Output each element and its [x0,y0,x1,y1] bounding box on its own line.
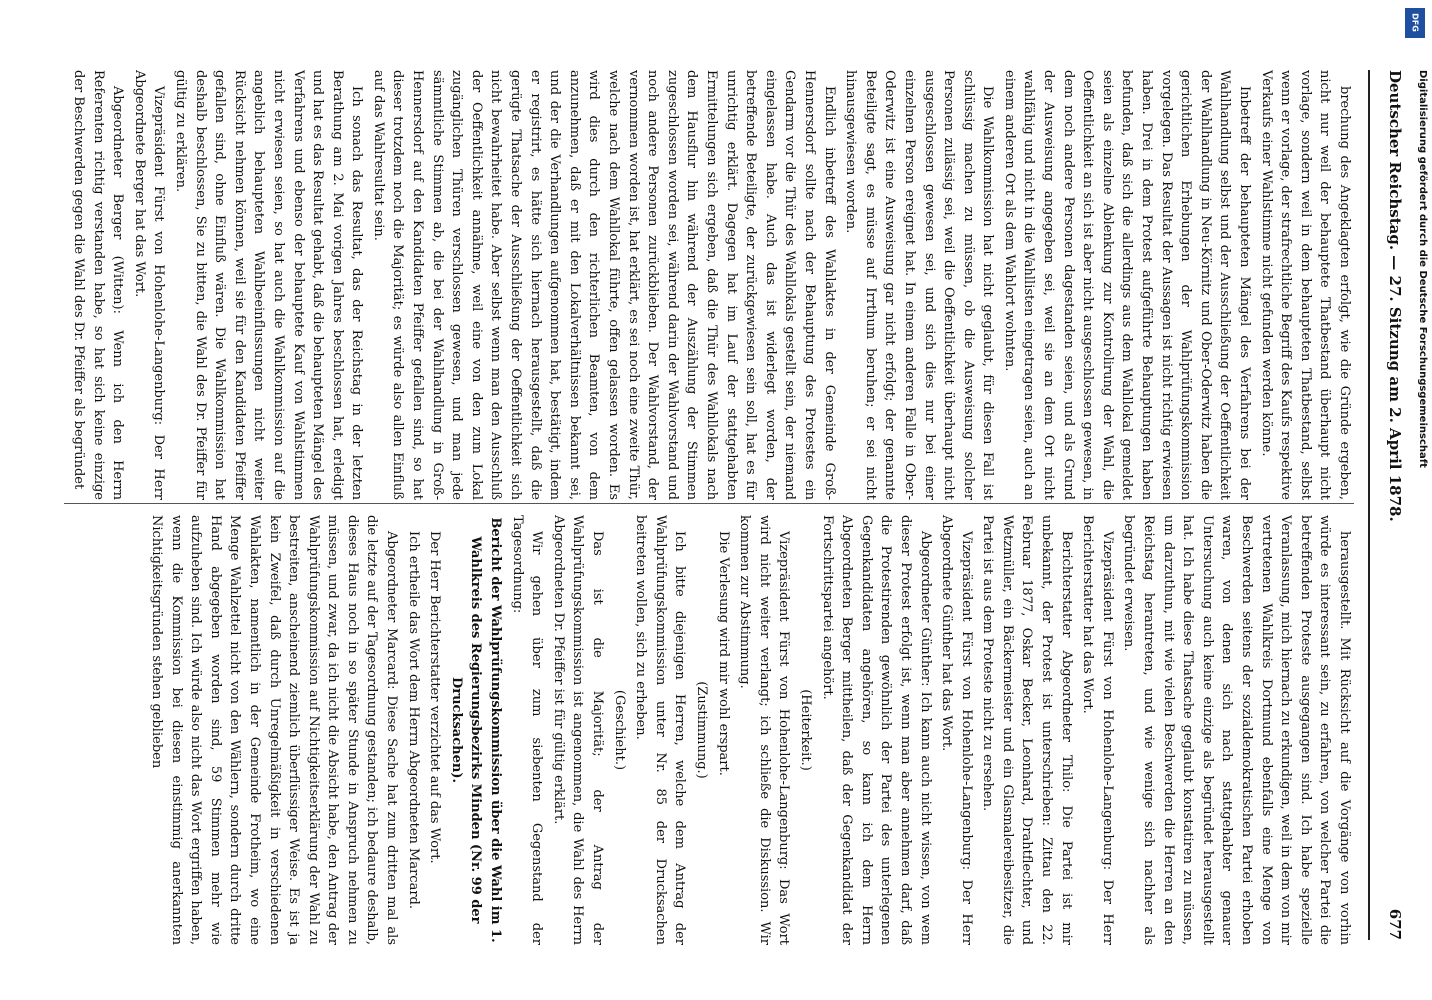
dfg-logo-text: DFG [1410,13,1420,32]
paragraph: Abgeordneter Marcard: Diese Sache hat zum dritten mal als die letzte auf der Tagesordnung gestanden; ich bedaure deshalb, dieses Haus noch in so später Stunde in Anspruch nehmen zu müssen, und zwar, da ich nicht die Absicht habe, den Antrag der Wahlprüfungskommission auf Nichtigkeitserklärung der Wahl zu bestreiten, anscheinend ziemlich überflüssiger Weise. Es ist ja kein Zweifel, daß durch Unregelmäßigkeit in verschiedenen Wahlakten, namentlich in der Gemeinde Frotheim, wo eine Menge Wahlzettel nicht von den Wählern, sondern durch dritte Hand abgegeben worden sind, 59 Stimmen mehr wie aufzuheben sind. Ich würde also nicht das Wort ergriffen haben, wenn die Kommission bei diesen einstimmig anerkannten Nichtigkeitsgründen stehen geblieben [148,515,400,945]
paragraph: Die Verlesung wird mir wohl erspart. [715,531,731,776]
section-heading: Bericht der Wahlprüfungskommission über die Wahl im 1. Wahlkreis des Regierungsbezirks Minden (Nr. 99 der Drucksachen). [448,517,504,943]
page-number: 677 [1386,908,1404,940]
paragraph: Berichterstatter Abgeordneter Thilo: Die Partei ist mir unbekannt, der Protest ist unterschrieben: Zittau den 22. Februar 1877, Oskar Becker, Leonhard, Drahtflechter, und Wetzmüller, ein Bäckermeister und ein Glasmalereibesitzer, die Partei ist aus dem Proteste nicht zu ersehen. [980,515,1074,945]
right-column [64,515,1354,945]
paragraph: Abgeordneter Berger (Witten): Wenn ich den Herrn Referenten richtig verstanden habe, so hat sich keine einzige der Beschwerden gegen die Wahl des Dr. Pfeiffer als begründet [71,70,126,500]
paragraph: Ich bitte diejenigen Herren, welche dem Antrag der Wahlprüfungskommission unter Nr. 85 der Drucksachen beitreten wollen, sich zu erheben. [633,515,688,945]
paragraph: Vizepräsident Fürst von Hohenlohe-Langenburg: Der Herr Abgeordnete Günther hat das Wort. [939,515,974,945]
paragraph: Endlich inbetreff des Wahlaktes in der Gemeinde Groß-Hennersdorf sollte nach der Behauptung des Protestes ein Gendarm vor die Thür des Wahllokals gestellt sein, der niemand eingelassen habe. Auch das ist widerlegt worden, der betreffende Beteiligte, der zurückgewiesen sein soll, hat es für unrichtig erklärt. Dagegen hat im Lauf der stattgehabten Ermittelungen sich ergeben, daß die Thür des Wahllokals nach dem Hausflur hin während der Auszählung der Stimmen zugeschlossen worden sei, während darin der Wahlvorstand und noch andere Personen zurückblieben. Der Wahlvorstand, der vernommen worden ist, hat erklärt, es sei noch eine zweite Thür, welche nach dem Wahllokal führte, offen gelassen worden. Es wird dies durch den richterlichen Beamten, von dem anzunehmen, daß er mit den Lokalverhältnissen bekannt sei, und der die Verhandlungen aufgenommen hat, bestätigt, indem er registrirt, es hätte sich hiernach herausgestellt, daß die gerügte Thatsache der Ausschließung der Oeffentlichkeit sich nicht bewahrheitet habe. Aber selbst wenn man den Ausschluß der Oeffentlichkeit annähme, weil eine von den zum Lokal zugänglichen Thüren verschlossen gewesen, und man jede sämmtliche Stimmen ab, die bei der Wahlhandlung in Groß-Hennersdorf auf den Kandidaten Pfeiffer gefallen sind, so hat dieser trotzdem noch die Majorität; es würde also allen Einfluß auf das Wahlresultat sein. [370,70,837,500]
funding-sidenote-text: Digitalisierung gefördert durch die Deutsche Forschungsgemeinschaft [1417,70,1428,468]
page-header [1372,70,1412,940]
header-rule [1368,70,1370,940]
paragraph: herausgestellt. Mit Rücksicht auf die Vorgänge von vorhin würde es interessant sein, zu erfahren, von welcher Partei die betreffenden Proteste ausgegangen sind. Ich habe spezielle Veranlassung, mich hiernach zu erkundigen, weil in dem von mir vertretenen Wahlkreis Dortmund ebenfalls eine Menge von Beschwerden seitens der sozialdemokratischen Partei erhoben waren, von denen sich nach stattgehabter genauer Untersuchung auch keine einzige als begründet herausgestellt hat. Ich habe diese Thatsache geglaubt konstatiren zu müssen, um darzuthun, mit wie vielen Beschwerden die Herren an den Reichstag herantreten, und wie wenige sich nachher als begründet erweisen. [1121,515,1352,945]
paragraph: Inbetreff der behaupteten Mängel des Verfahrens bei der Wahlhandlung selbst und der Ausschließung der Oeffentlichkeit der Wahlhandlung in Neu-Körnitz und Ober-Oderwitz haben die gerichtlichen Erhebungen der Wahlprüfungskommission vorgelegen. Das Resultat der Aussagen ist nicht richtig erwiesen haben. Drei in dem Protest aufgeführte Behauptungen haben befunden, daß sich die allerdings aus dem Wahllokal gemeldet seien als einzelne Ablenkung zur Kontrolirung der Wahl, die Oeffentlichkeit an sich ist aber nicht ausgeschlossen gewesen, in dem noch andere Personen dagestanden seien, und als Grund der Ausweisung angegeben sei, weil sie an dem Ort nicht wahlfähig und nicht in die Wahllisten eingetragen seien, auch an einem anderen Ort als dem Wahlort wohnten. [1001,70,1253,500]
dfg-logo [1405,8,1425,38]
left-column [64,70,1354,500]
paragraph: Vizepräsident Fürst von Hohenlohe-Langenburg: Der Herr Berichterstatter hat das Wort. [1080,515,1115,945]
paragraph: Wir gehen über zum siebenten Gegenstand der Tagesordnung: [509,515,545,945]
paragraph: Vizepräsident Fürst von Hohenlohe-Langenburg: Das Wort wird nicht weiter verlangt; ich schließe die Diskussion. Wir kommen zur Abstimmung. [737,515,792,945]
paragraph: brechung des Angeklagten erfolgt, wie die Gründe ergeben, nicht nur weil der behauptete Thatbestand überhaupt nicht vorlage, sondern weil in dem behaupteten Thatbestand, selbst wenn er vorlage, der strafrechtliche Begriff des Kaufs respektive Verkaufs einer Wahlstimme nicht gefunden werden könne. [1258,70,1352,500]
running-title: Deutscher Reichstag. — 27. Sitzung am 2. April 1878. [1386,70,1404,522]
paragraph: Die Wahlkommission hat nicht geglaubt, für diesen Fall ist schlüssig machen zu müssen, ob die Ausweisung solcher Personen zulässig sei, weil die Oeffentlichkeit überhaupt nicht ausgeschlossen gewesen sei, und sich dies nur bei einer einzelnen Person ereignet hat. In einem anderen Falle in Ober-Oderwitz ist eine Ausweisung gar nicht erfolgt; der genannte Beteiligte sagt, es müsse auf Irrthum beruhen; er sei nicht hinausgewiesen worden. [843,70,996,500]
paragraph: Der Herr Berichterstatter verzichtet auf das Wort. [427,531,443,864]
paragraph: Vizepräsident Fürst von Hohenlohe-Langenburg: Der Herr Abgeordnete Berger hat das Wort. [131,70,167,500]
interjection: (Zustimmung.) [694,681,709,779]
paragraph: Ich sonach das Resultat, das der Reichstag in der letzten Berathung am 2. Mai vorigen Jahres beschlossen hat, erledigt und hat es das Resultat gehabt, daß die behaupteten Mängel des Verfahrens und ebenso der behauptete Kauf von Wahlstimmen nicht erwiesen seien, so hat auch die Wahlkommission auf die angeblich behaupteten Wahlbeeinflussungen nicht weiter Rücksicht nehmen können, weil sie für den Kandidaten Pfeiffer gefallen sind, ohne Einfluß wären. Die Wahlkommission hat deshalb beschlossen, Sie zu bitten, die Wahl des Dr. Pfeiffer für gültig zu erklären. [172,70,365,500]
interjection: (Heiterkeit.) [797,689,813,771]
paragraph: Abgeordneter Günther: Ich kann auch nicht wissen, von wem dieser Protest erfolgt ist, wenn man aber annehmen darf, daß die Protestirenden gewöhnlich der Partei des unterlegenen Gegenkandidaten angehören, so kann ich dem Herrn Abgeordneten Berger mittheilen, daß der Gegenkandidat der Fortschrittspartei angehört. [819,515,933,945]
interjection: (Geschieht.) [611,689,627,771]
column-divider [64,503,1354,504]
paragraph: Ich ertheile das Wort dem Herrn Abgeordneten Marcard. [405,531,421,910]
paragraph: Das ist die Majorität; der Antrag der Wahlprüfungskommission ist angenommen, die Wahl des Herrn Abgeordneten Dr. Pfeiffer ist für gültig erklärt. [550,515,606,945]
